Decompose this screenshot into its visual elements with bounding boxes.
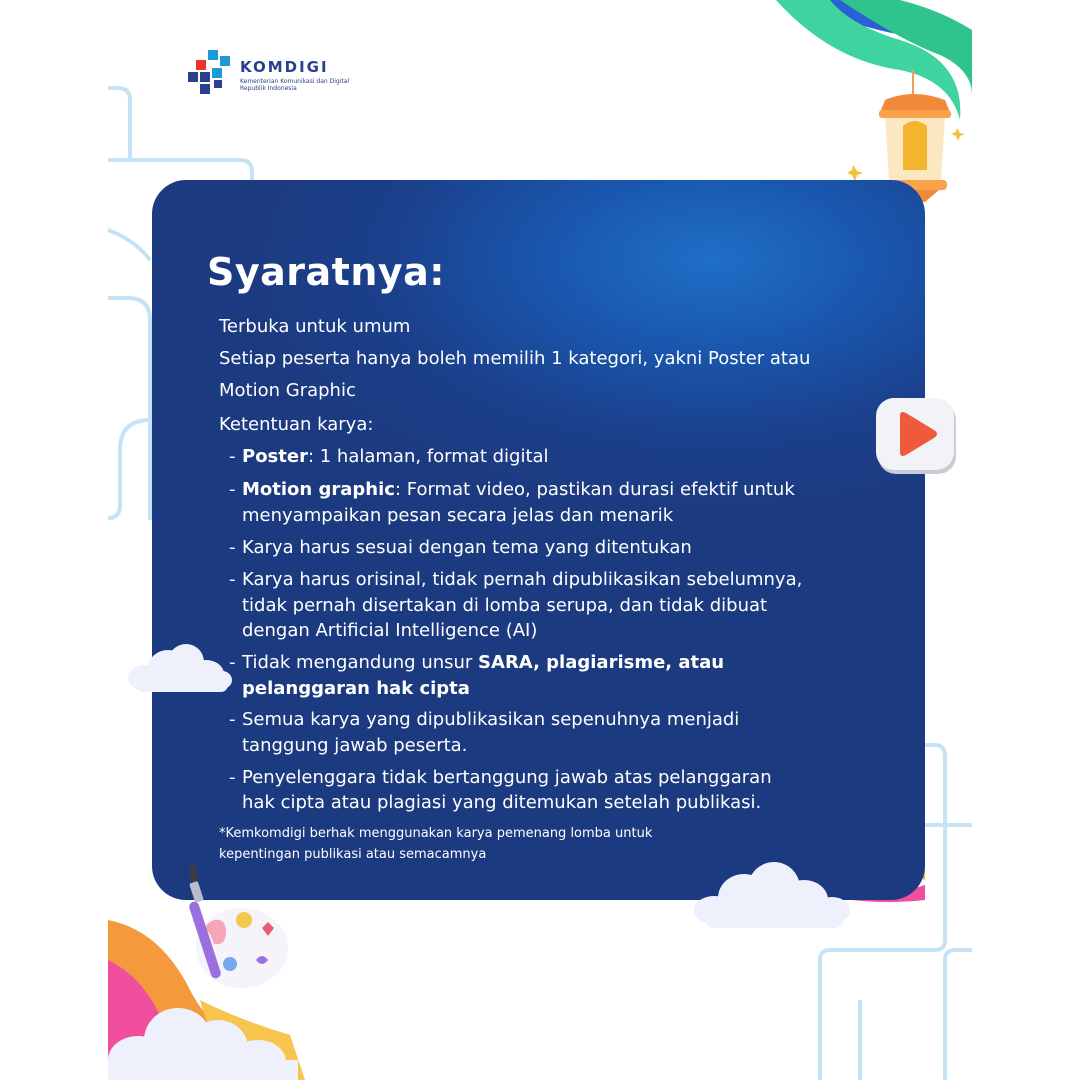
- poster-desc: : 1 halaman, format digital: [307, 446, 549, 467]
- list-item-motion-cont: menyampaikan pesan secara jelas dan menarik: [242, 505, 674, 526]
- list-dash: -: [229, 652, 236, 673]
- list-item-theme: Karya harus sesuai dengan tema yang ditentukan: [242, 537, 692, 558]
- list-dash: -: [229, 767, 236, 788]
- list-dash: -: [229, 446, 236, 467]
- komdigi-logo: [186, 48, 356, 100]
- footnote-line-1: *Kemkomdigi berhak menggunakan karya pemenang lomba untuk: [219, 826, 653, 841]
- list-item-organizer-a: Penyelenggara tidak bertanggung jawab atas pelanggaran: [242, 767, 772, 788]
- list-item-sara-cont: pelanggaran hak cipta: [242, 678, 470, 699]
- list-dash: -: [229, 537, 236, 558]
- list-item-motion: [242, 477, 795, 503]
- list-item-original-a: Karya harus orisinal, tidak pernah dipublikasikan sebelumnya,: [242, 569, 803, 590]
- list-item-original-c: dengan Artificial Intelligence (AI): [242, 620, 538, 641]
- list-item-poster: [242, 444, 549, 470]
- motion-desc-a: : Format video, pastikan durasi efektif untuk: [394, 479, 795, 500]
- list-dash: -: [229, 709, 236, 730]
- intro-line-2a: Setiap peserta hanya boleh memilih 1 kategori, yakni Poster atau: [219, 348, 811, 369]
- motion-label: Motion graphic: [242, 479, 395, 500]
- intro-line-1: Terbuka untuk umum: [219, 316, 411, 337]
- list-item-responsibility-a: Semua karya yang dipublikasikan sepenuhnya menjadi: [242, 709, 740, 730]
- sara-bold: SARA, plagiarisme, atau: [478, 652, 725, 673]
- logo-subtitle-line1: Kementerian Komunikasi dan Digital: [240, 78, 350, 85]
- list-item-original-b: tidak pernah disertakan di lomba serupa, dan tidak dibuat: [242, 595, 768, 616]
- logo-subtitle-line2: Republik Indonesia: [240, 85, 297, 92]
- list-item-organizer-b: hak cipta atau plagiasi yang ditemukan setelah publikasi.: [242, 792, 762, 813]
- list-dash: -: [229, 479, 236, 500]
- page-title: Syaratnya:: [207, 250, 445, 294]
- list-dash: -: [229, 569, 236, 590]
- komdigi-logo-icon: [186, 48, 236, 100]
- paint-palette-icon: [170, 860, 290, 1000]
- cloud-icon: [126, 640, 234, 698]
- intro-line-2b: Motion Graphic: [219, 380, 356, 401]
- intro-line-3: Ketentuan karya:: [219, 414, 374, 435]
- footnote-line-2: kepentingan publikasi atau semacamnya: [219, 847, 487, 862]
- list-item-sara: [242, 650, 724, 676]
- logo-subtitle: [240, 78, 350, 92]
- list-item-responsibility-b: tanggung jawab peserta.: [242, 735, 468, 756]
- cloud-icon: [108, 1000, 308, 1080]
- sara-prefix: Tidak mengandung unsur: [242, 652, 479, 673]
- play-button-icon: [872, 396, 962, 480]
- poster-label: Poster: [242, 446, 308, 467]
- logo-title: KOMDIGI: [240, 58, 329, 76]
- cloud-icon: [692, 858, 854, 940]
